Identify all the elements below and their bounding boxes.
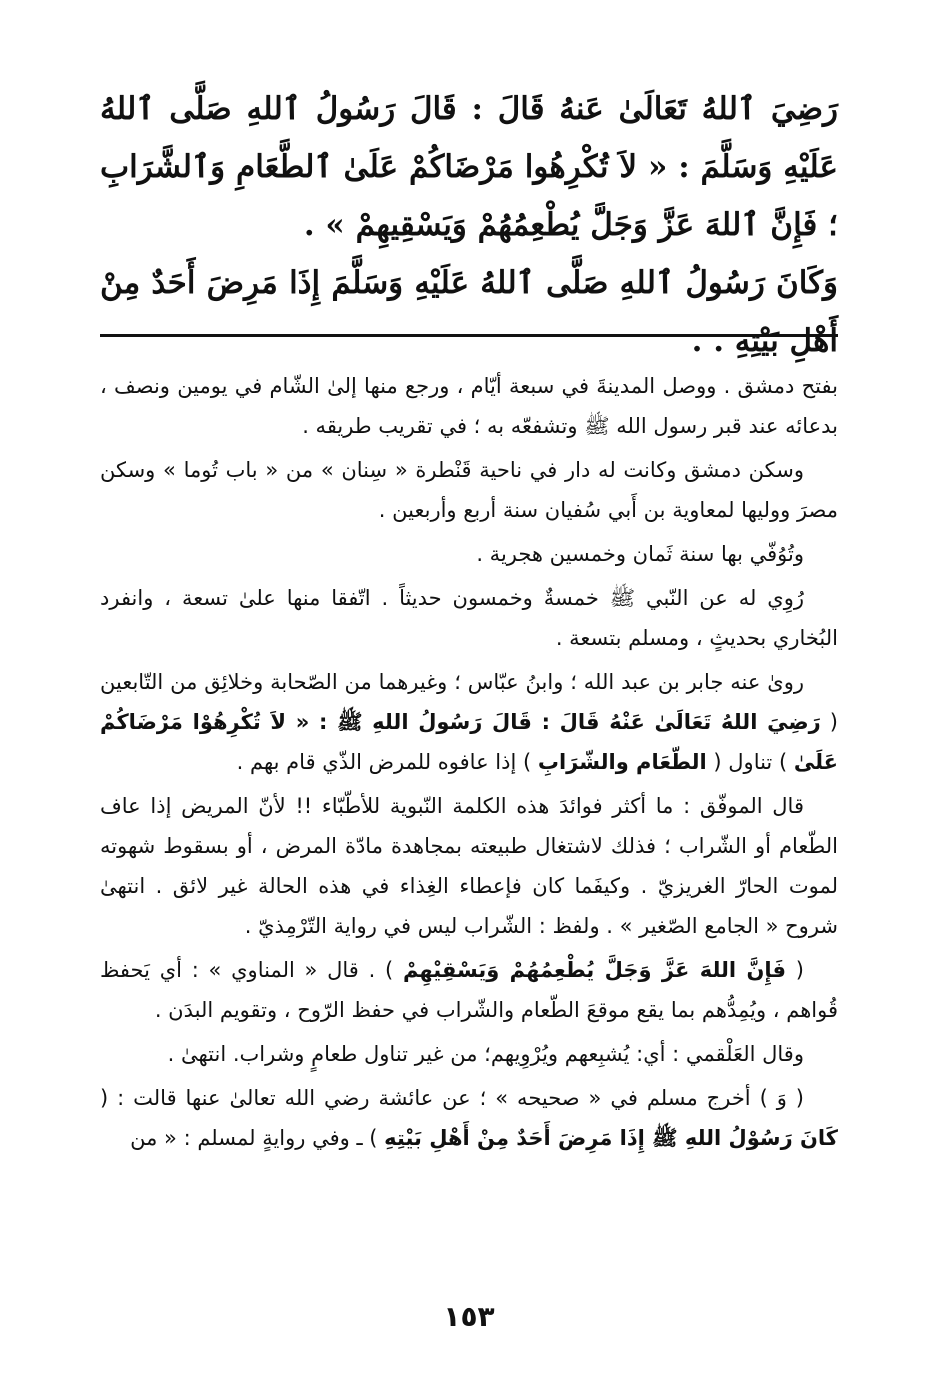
main-text-paragraph [100,254,838,370]
main-text-line: رَضِيَ ٱللهُ تَعَالَىٰ عَنهُ قَالَ : قَالَ رَسُولُ ٱللهِ صَلَّى ٱللهُ عَلَيْهِ وَسَلَّمَ : « لاَ تُكْرِهُوا مَرْضَاكُمْ عَلَىٰ ٱلطَّعَامِ وَٱلشَّرَابِ ؛ فَإِنَّ ٱللهَ عَزَّ وَجَلَّ يُطْعِمُهُمْ وَيَسْقِيهِمْ » . [100,91,838,243]
quoted-phrase: فَإِنَّ اللهَ عَزَّ وَجَلَّ يُطْعِمُهُمْ وَيَسْقِيْهِمْ [402,958,787,982]
commentary-paragraph [100,950,838,1030]
commentary-text: روىٰ عنه جابر بن عبد الله ؛ وابنُ عبّاس ؛ وغيرهما من الصّحابة وخلائِق من التّابعين ( [100,670,838,734]
commentary-paragraph: قال الموفّق : ما أكثر فوائدَ هذه الكلمة النّبوية للأطّبّاء !! لأنّ المريض إذا عاف الطّعام أو الشّراب ؛ فذلك لاشتغال طبيعته بمجاهدة مادّة المرض ، أو بسقوط شهوته لموت الحارّ الغريزيّ . وكيفَما كان فإعطاء الغِذاء في هذه الحالة غير لائق . انتهىٰ شروح « الجامع الصّغير » . ولفظ : الشّراب ليس في رواية التّرْمِذيّ . [100,794,838,938]
commentary-paragraph: وتُوُفّي بها سنة ثَمان وخمسين هجرية . [476,542,804,566]
commentary-text: ( [795,958,804,982]
footnote-divider [100,334,838,337]
commentary-paragraph: بفتح دمشق . ووصل المدينةَ في سبعة أيّام ، ورجع منها إلىٰ الشّام في يومين ونصف ، بدعائه عند قبر رسول الله ﷺ وتشفعّه به ؛ في تقريب طريقه . [100,374,838,438]
commentary-text: ) ـ وفي روايةٍ لمسلم : « من [130,1126,378,1150]
commentary-paragraph [100,1078,838,1158]
commentary-text: ) . قال « المناوي » : أي يَحفظ قُواهم ، ويُمِدُّهم بما يقع موقعَ الطّعام والشّراب في حفظ الرّوح ، وتقويم البدَن . [100,958,838,1022]
commentary-paragraph [100,662,838,782]
commentary-text: ) إذا عافوه للمرض الذّي قام بهم . [236,750,532,774]
commentary-paragraph: رُوِي له عن النّبي ﷺ خمسةٌ وخمسون حديثاً . اتّفقا منها علىٰ تسعة ، وانفرد البُخاري بحديثٍ ، ومسلم بتسعة . [100,586,838,650]
commentary-text: ) تناول ( [713,750,788,774]
main-text-paragraph [100,80,838,254]
quoted-phrase: الطّعَام والشّرَابِ [537,750,707,774]
commentary-section [100,366,838,1162]
main-hadith-text [100,80,838,370]
page-number: ١٥٣ [443,1300,495,1333]
commentary-paragraph: وقال العَلْقمي : أي: يُشبِعهم ويُرْوِيهم؛ من غير تناول طعامٍ وشراب. انتهىٰ . [167,1042,804,1066]
quoted-hadith: كَانَ رَسُوْلُ اللهِ ﷺ إِذَا مَرِضَ أَحَدٌ مِنْ أَهْلِ بَيْتِهِ [384,1126,838,1150]
quoted-hadith: رَضِيَ اللهُ تَعَالَىٰ عَنْهُ قَالَ : قَالَ رَسُولُ اللهِ ﷺ : « لاَ تُكْرِهُوْا مَرْضَاكُمْ عَلَىٰ [100,710,838,774]
commentary-paragraph: وسكن دمشق وكانت له دار في ناحية قَنْطرة « سِنان » من « باب تُوما » وسكن مصرَ ووليها لمعاوية بن أَبي سُفيان سنة أربع وأربعين . [100,458,838,522]
main-text-line: وَكَانَ رَسُولُ ٱللهِ صَلَّى ٱللهُ عَلَيْهِ وَسَلَّمَ إِذَا مَرِضَ أَحَدٌ مِنْ أَهْلِ بَيْتِهِ . . [100,265,838,359]
commentary-text: ( وَ ) أخرج مسلم في « صحيحه » ؛ عن عائشة رضي الله تعالىٰ عنها قالت : ( [100,1086,804,1110]
